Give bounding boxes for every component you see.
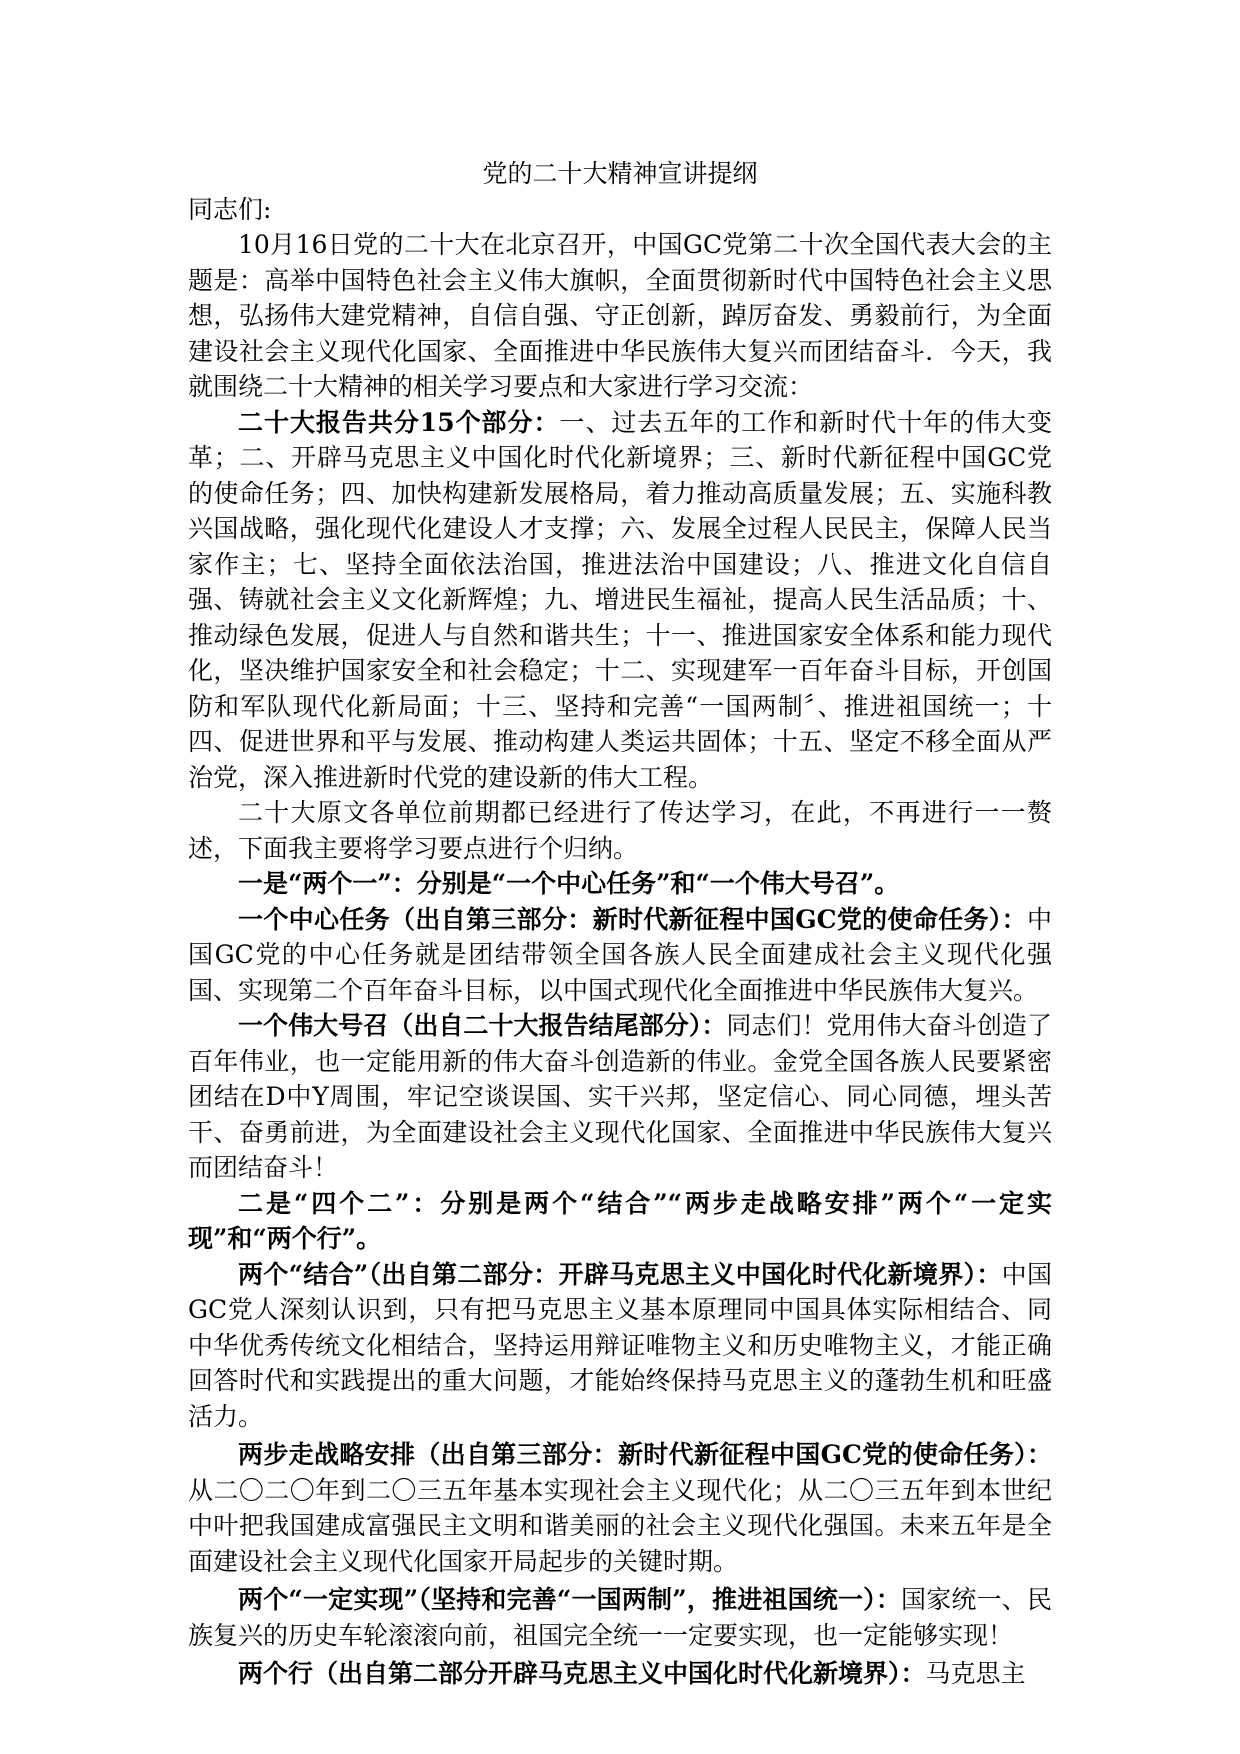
paragraph-central-task (188, 902, 1052, 1009)
paragraph-report-parts-lead: 二十大报告共分15个部分： (238, 407, 560, 437)
paragraph-summary: 二十大原文各单位前期都已经进行了传达学习，在此，不再进行一一赘述，下面我主要将学习要点进行个归纳。 (188, 798, 1052, 863)
paragraph-two-combinations-lead: 两个“结合”（出自第二部分：开辟马克思主义中国化时代化新境界）： (238, 1259, 1002, 1289)
paragraph-great-call (188, 1008, 1052, 1186)
paragraph-two-step-strategy-text: 从二〇二〇年到二〇三五年基本实现社会主义现代化；从二〇三五年到本世纪中叶把我国建成富强民主文明和谐美丽的社会主义现代化强国。未来五年是全面建设社会主义现代化国家开局起步的关键时期。 (188, 1475, 1052, 1576)
paragraph-report-parts (188, 405, 1052, 796)
paragraph-great-call-text: 同志们！党用伟大奋斗创造了百年伟业，也一定能用新的伟大奋斗创造新的伟业。金党全国各族人民要紧密团结在D中Y周围，牢记空谈误国、实干兴邦，坚定信心、同心同德，埋头苦干、奋勇前进，为全面建设社会主义现代化国家、全面推进中华民族伟大复兴而团结奋斗！ (188, 1011, 1052, 1182)
salutation: 同志们: (188, 194, 272, 224)
paragraph-two-works-text: 马克思主 (925, 1659, 1026, 1688)
paragraph-two-works-lead: 两个行（出自第二部分开辟马克思主义中国化时代化新境界）： (238, 1659, 926, 1688)
paragraph-intro: 10月16日党的二十大在北京召开，中国GC党第二十次全国代表大会的主题是：高举中国特色社会主义伟大旗帜，全面贯彻新时代中国特色社会主义思想，弘扬伟大建党精神，自信自强、守正创新，踔厉奋发、勇毅前行，为全面建设社会主义现代化国家、全面推进中华民族伟大复兴而团结奋斗．今天，我就围绕二十大精神的相关学习要点和大家进行学习交流： (188, 230, 1052, 401)
paragraph-two-realizations-lead: 两个“一定实现”（坚持和完善“一国两制”，推进祖国统一）： (238, 1585, 902, 1614)
document-title: 党的二十大精神宣讲提纲 (482, 159, 758, 188)
heading-four-twos: 二是“四个二”：分别是两个“结合”“两步走战略安排”两个“一定实现”和“两个行”。 (188, 1188, 1052, 1253)
paragraph-great-call-lead: 一个伟大号召（出自二十大报告结尾部分）： (238, 1011, 727, 1040)
paragraph-two-combinations-text: 中国GC党人深刻认识到，只有把马克思主义基本原理同中国具体实际相结合、同中华优秀传统文化相结合，坚持运用辩证唯物主义和历史唯物主义，才能正确回答时代和实践提出的重大问题，才能始终保持马克思主义的蓬勃生机和旺盛活力。 (188, 1259, 1052, 1431)
paragraph-two-realizations-text: 国家统一、民族复兴的历史车轮滚滚向前，祖国完全统一一定要实现，也一定能够实现！ (188, 1585, 1052, 1650)
paragraph-report-parts-text: 一、过去五年的工作和新时代十年的伟大变革；二、开辟马克思主义中国化时代化新境界；三、新时代新征程中国GC党的使命任务；四、加快构建新发展格局，着力推动高质量发展；五、实施科教兴国战略，强化现代化建设人才支撑；六、发展全过程人民民主，保障人民当家作主；七、坚持全面依法治国，推进法治中国建设；八、推进文化自信自强、铸就社会主义文化新辉煌；九、增进民生福祉，提高人民生活品质；十、推动绿色发展，促进人与自然和谐共生；十一、推进国家安全体系和能力现代化，坚决维护国家安全和社会稳定；十二、实现建军一百年奋斗目标，开创国防和军队现代化新局面；十三、坚持和完善“一国两制〞、推进祖国统一；十四、促进世界和平与发展、推动构建人类运共固体；十五、坚定不移全面从严治党，深入推进新时代党的建设新的伟大工程。 (188, 407, 1052, 792)
paragraph-central-task-lead: 一个中心任务（出自第三部分：新时代新征程中国GC党的使命任务）： (238, 904, 1027, 934)
paragraph-two-combinations (188, 1257, 1052, 1435)
paragraph-two-realizations (188, 1582, 1052, 1653)
paragraph-central-task-text: 中国GC党的中心任务就是团结带领全国各族人民全面建成社会主义现代化强国、实现第二个百年奋斗目标，以中国式现代化全面推进中华民族伟大复兴。 (188, 904, 1052, 1005)
paragraph-two-works (188, 1656, 1052, 1692)
paragraph-two-step-strategy (188, 1437, 1052, 1579)
paragraph-two-step-strategy-lead: 两步走战略安排（出自第三部分：新时代新征程中国GC党的使命任务）： (238, 1440, 1052, 1469)
heading-two-ones: 一是“两个一”：分别是“一个中心任务”和“一个伟大号召”。 (238, 869, 900, 898)
document-page (188, 156, 1052, 1692)
